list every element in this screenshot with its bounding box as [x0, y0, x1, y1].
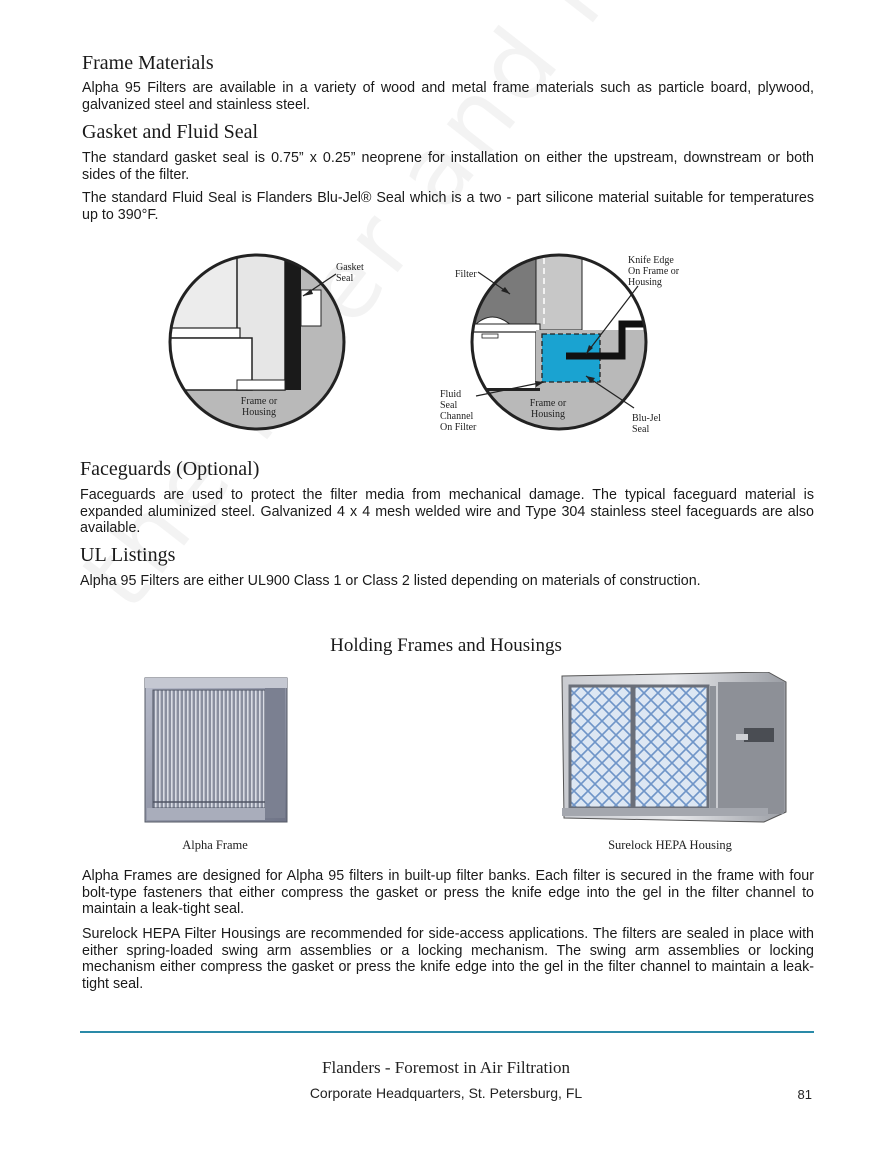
label-fluid-3: Channel [440, 411, 474, 422]
faceguards-text: Faceguards are used to protect the filter media from mechanical damage. The typical faceguard material is expanded aluminized steel. Galvanized 4 x 4 mesh welded wire and Type 304 stainless steel faceguards are also available. [80, 487, 814, 536]
label-fluid-4: On Filter [440, 422, 477, 433]
holding-text-1: Alpha Frames are designed for Alpha 95 filters in built-up filter banks. Each filter is secured in the frame with four bolt-type fasteners that either compress the gasket or press the knife edge into the gel in the filter channel to maintain a leak-tight seal. [82, 868, 814, 917]
frame-materials-text: Alpha 95 Filters are available in a variety of wood and metal frame materials such as particle board, plywood, galvanized steel and stainless steel. [82, 80, 814, 113]
gasket-text-2: The standard Fluid Seal is Flanders Blu-Jel® Seal which is a two - part silicone material suitable for temperatures up to 390°F. [82, 190, 814, 223]
holding-text-2: Surelock HEPA Filter Housings are recommended for side-access applications. The filters are sealed in place with either spring-loaded swing arm assemblies or a locking mechanism. The swing arm assemblies or locking mechanism either compress the gasket or press the knife edge into the gel in the filter channel to maintain a leak-tight seal. [82, 926, 814, 992]
label-filter: Filter [455, 269, 477, 280]
label-knife-1: Knife Edge [628, 255, 674, 266]
footer-divider [80, 1031, 814, 1033]
caption-surelock-housing: Surelock HEPA Housing [608, 838, 732, 852]
label-frame-right-2: Housing [531, 409, 565, 420]
heading-gasket: Gasket and Fluid Seal [82, 121, 259, 143]
label-fluid-2: Seal [440, 400, 458, 411]
heading-frame-materials: Frame Materials [82, 52, 214, 74]
label-blujel-1: Blu-Jel [632, 413, 661, 424]
label-knife-3: Housing [628, 277, 662, 288]
footer-subtitle: Corporate Headquarters, St. Petersburg, FL [309, 1085, 583, 1101]
heading-ul-listings: UL Listings [80, 544, 176, 566]
gasket-text-1: The standard gasket seal is 0.75” x 0.25” neoprene for installation on either the upstream, downstream or both sides of the filter. [82, 150, 814, 183]
heading-holding-frames: Holding Frames and Housings [330, 635, 562, 656]
label-gasket-1: Gasket [336, 262, 364, 273]
label-gasket-2: Seal [336, 273, 354, 284]
alpha-frame-image [143, 672, 289, 824]
seal-diagrams [0, 250, 892, 440]
label-blujel-2: Seal [632, 424, 650, 435]
heading-faceguards: Faceguards (Optional) [80, 458, 260, 480]
caption-alpha-frame: Alpha Frame [182, 838, 248, 852]
label-frame-left-1: Frame or [240, 396, 278, 407]
surelock-housing-image [560, 672, 788, 824]
ul-listings-text: Alpha 95 Filters are either UL900 Class 1 or Class 2 listed depending on materials of construction. [80, 573, 701, 589]
footer-title: Flanders - Foremost in Air Filtration [322, 1058, 570, 1077]
label-frame-left-2: Housing [242, 407, 276, 418]
label-knife-2: On Frame or [628, 266, 680, 277]
page-number: 81 [797, 1087, 812, 1102]
label-frame-right-1: Frame or [529, 398, 567, 409]
label-fluid-1: Fluid [440, 389, 462, 400]
